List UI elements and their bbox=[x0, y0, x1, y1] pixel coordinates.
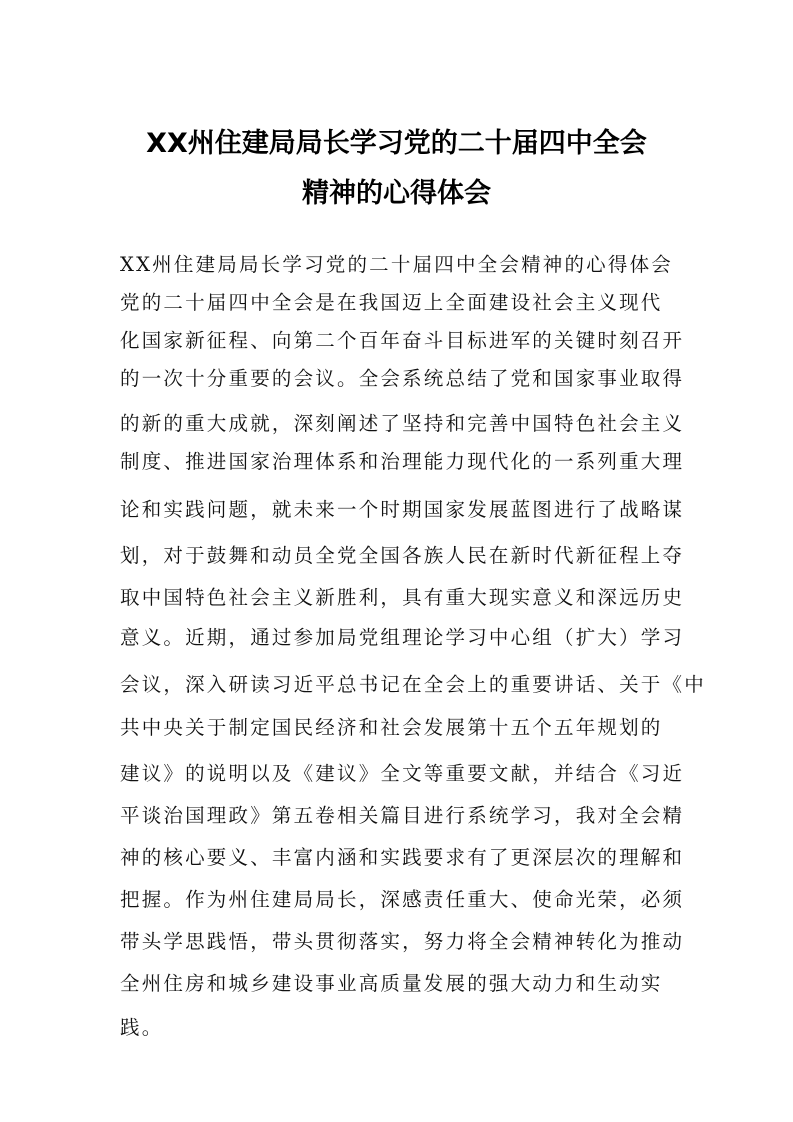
body-line-9: 取中国特色社会主义新胜利，具有重大现实意义和深远历史 bbox=[120, 586, 685, 609]
body-line-4: 的一次十分重要的会议。全会系统总结了党和国家事业取得 bbox=[120, 367, 685, 390]
document-title-line-2: 精神的心得体会 bbox=[302, 178, 491, 209]
body-line-6: 制度、推进国家治理体系和治理能力现代化的一系列重大理 bbox=[120, 450, 685, 473]
body-line-2: 党的二十届四中全会是在我国迈上全面建设社会主义现代 bbox=[120, 291, 663, 314]
body-line-13: 建议》的说明以及《建议》全文等重要文献，并结合《习近 bbox=[120, 762, 685, 785]
body-line-11: 会议，深入研读习近平总书记在全会上的重要讲话、关于《中 bbox=[120, 673, 706, 696]
body-line-10: 意义。近期，通过参加局党组理论学习中心组（扩大）学习 bbox=[120, 626, 685, 649]
body-line-8: 划，对于鼓舞和动员全党全国各族人民在新时代新征程上夺 bbox=[120, 544, 685, 567]
body-line-19: 践。 bbox=[120, 1016, 164, 1039]
body-line-17: 带头学思践悟，带头贯彻落实，努力将全会精神转化为推动 bbox=[120, 930, 685, 953]
body-line-7: 论和实践问题，就未来一个时期国家发展蓝图进行了战略谋 bbox=[120, 498, 685, 521]
body-line-12: 共中央关于制定国民经济和社会发展第十五个五年规划的 bbox=[120, 716, 663, 739]
body-line-5: 的新的重大成就，深刻阐述了坚持和完善中国特色社会主义 bbox=[120, 412, 685, 435]
body-line-1: XX州住建局局长学习党的二十届四中全会精神的心得体会 bbox=[120, 253, 673, 276]
body-line-18: 全州住房和城乡建设事业高质量发展的强大动力和生动实 bbox=[120, 972, 663, 995]
body-line-3: 化国家新征程、向第二个百年奋斗目标进军的关键时刻召开 bbox=[120, 329, 685, 352]
document-title-line-1: XX州住建局局长学习党的二十届四中全会 bbox=[146, 128, 647, 159]
body-line-16: 把握。作为州住建局局长，深感责任重大、使命光荣，必须 bbox=[120, 888, 685, 911]
body-line-15: 神的核心要义、丰富内涵和实践要求有了更深层次的理解和 bbox=[120, 846, 685, 869]
body-line-14: 平谈治国理政》第五卷相关篇目进行系统学习，我对全会精 bbox=[120, 804, 685, 827]
